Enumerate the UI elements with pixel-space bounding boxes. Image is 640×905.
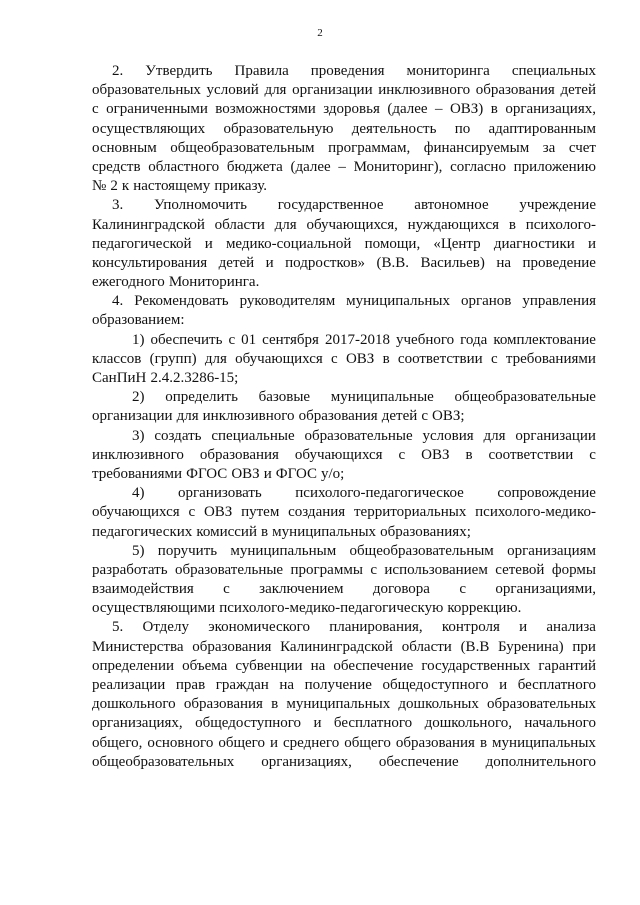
word: заключением <box>259 581 344 598</box>
word: и <box>204 235 213 252</box>
word: дошкольных <box>398 696 479 713</box>
text-line <box>92 714 596 733</box>
word: подростков» <box>285 254 366 271</box>
word: на <box>496 254 512 271</box>
word: и <box>587 235 596 252</box>
word: организациями, <box>495 581 596 598</box>
word: в <box>382 350 390 367</box>
word: с <box>228 331 236 348</box>
word: 2) <box>132 389 145 406</box>
word: для <box>483 427 506 444</box>
word: специальных <box>511 63 596 79</box>
word: Буренина) <box>498 638 564 655</box>
word: образовательных <box>487 696 596 713</box>
word: финансируемым <box>423 139 530 156</box>
word: программы <box>290 561 363 578</box>
word: основного <box>147 734 214 751</box>
word: экономического <box>208 619 310 636</box>
word: учебного <box>396 331 455 348</box>
word: (В.В <box>460 638 490 655</box>
word: Рекомендовать <box>134 293 229 310</box>
word: руководителям <box>239 293 336 310</box>
word: с <box>370 561 377 578</box>
word: субвенции <box>235 657 303 674</box>
word: образования <box>192 638 272 655</box>
word: (групп) <box>149 350 197 367</box>
word: комиссий <box>196 523 257 540</box>
word: консультирования <box>92 254 208 271</box>
word: образованием: <box>92 312 185 329</box>
word: муниципальных <box>272 523 377 540</box>
text-line <box>92 561 596 580</box>
text-line <box>92 676 596 695</box>
word: образования <box>475 82 555 99</box>
text-line <box>92 139 596 158</box>
text-line <box>92 292 596 311</box>
word: образования <box>395 734 475 751</box>
word: – <box>338 158 346 175</box>
word: условия <box>422 427 474 444</box>
word: с <box>331 350 338 367</box>
text-line <box>92 177 596 196</box>
word: реализации <box>92 677 166 693</box>
word: ФГОС <box>275 465 317 482</box>
word: Правила <box>234 63 289 79</box>
word: в <box>490 101 498 118</box>
word: приложению <box>513 158 596 175</box>
word: 1) <box>132 331 145 348</box>
word: психолого-педагогическое <box>295 485 464 502</box>
word: медико-социальной <box>225 235 352 252</box>
text-line <box>92 331 596 350</box>
text-line <box>92 216 596 235</box>
word: обеспечить <box>150 331 223 348</box>
word: (далее <box>387 101 428 118</box>
text-line <box>92 618 596 637</box>
text-line <box>92 120 596 139</box>
text-line <box>92 427 596 446</box>
word: нуждающихся <box>407 216 500 233</box>
word: объема <box>182 657 228 674</box>
word: муниципальных <box>286 696 391 713</box>
document-body <box>92 62 596 772</box>
word: осуществляющих <box>92 120 206 137</box>
word: ОВЗ; <box>432 408 465 425</box>
word: общего <box>344 734 391 751</box>
word: (далее <box>290 158 331 175</box>
word: бесплатного <box>333 715 413 732</box>
word: поручить <box>157 542 218 559</box>
word: обучающихся <box>235 350 323 367</box>
word: в <box>261 523 269 540</box>
text-line <box>92 599 596 618</box>
word: в <box>508 216 516 233</box>
word: Васильев) <box>420 254 485 271</box>
word: формы <box>551 561 596 578</box>
word: контроля <box>441 619 500 636</box>
word: и <box>519 619 528 636</box>
word: организации <box>515 427 596 444</box>
word: муниципальных <box>346 293 450 310</box>
word: обучающихся, <box>306 216 398 233</box>
word: общедоступного <box>382 677 489 693</box>
word: организации <box>292 82 373 99</box>
word: инклюзивного <box>92 446 184 463</box>
word: области <box>401 638 452 655</box>
word: и <box>263 465 272 482</box>
text-line <box>92 753 596 772</box>
word: «Центр <box>433 235 481 252</box>
word: организациях, <box>505 101 596 118</box>
word: создать <box>154 427 202 444</box>
word: инклюзивного <box>202 408 295 425</box>
word: 2.4.2.3286-15; <box>150 370 239 386</box>
text-line <box>92 734 596 753</box>
word: 2 <box>110 178 118 195</box>
word: ОВЗ <box>421 446 450 463</box>
word: специальные <box>211 427 295 444</box>
word: соответствии <box>488 446 574 463</box>
word: Отделу <box>142 619 189 636</box>
word: образования <box>183 696 263 713</box>
word: Мониторинга. <box>168 274 260 291</box>
word: в <box>465 446 473 463</box>
word: с <box>421 408 428 425</box>
word: (В.В. <box>376 254 410 271</box>
word: с <box>398 446 406 463</box>
word: – <box>435 101 443 118</box>
word: организациях, <box>261 753 352 770</box>
word: Калининградской <box>92 216 205 233</box>
word: государственных <box>421 657 531 674</box>
text-line <box>92 695 596 714</box>
word: 3) <box>132 427 145 444</box>
text-line <box>92 407 596 426</box>
word: средств <box>92 158 141 175</box>
word: государственное <box>277 197 384 214</box>
word: приказу. <box>214 178 267 195</box>
word: программам, <box>328 139 411 156</box>
word: разработать <box>92 561 168 578</box>
word: 5) <box>132 542 145 559</box>
word: обеспечение <box>333 657 414 674</box>
word: определении <box>92 657 175 674</box>
word: получение <box>304 677 372 693</box>
word: дошкольного <box>92 696 176 713</box>
word: образовательные <box>175 561 284 578</box>
word: счет <box>568 139 596 156</box>
word: с <box>223 581 230 598</box>
word: области <box>214 216 265 233</box>
word: проведение <box>522 254 596 271</box>
word: дошкольного, <box>424 715 512 732</box>
word: при <box>572 638 596 655</box>
word: граждан <box>215 677 269 693</box>
word: ОВЗ <box>231 465 260 482</box>
word: 2. <box>112 63 124 79</box>
word: прав <box>175 677 206 693</box>
word: в <box>271 696 279 713</box>
word: педагогических <box>92 523 193 540</box>
word: с <box>92 101 99 118</box>
word: детей <box>381 408 418 425</box>
word: обучающихся <box>92 504 180 521</box>
word: определить <box>165 389 238 406</box>
word: образовательные <box>304 427 413 444</box>
word: базовые <box>258 389 311 406</box>
word: помощи, <box>364 235 421 252</box>
text-line <box>92 235 596 254</box>
word: автономное <box>414 197 489 214</box>
word: СанПиН <box>92 370 147 386</box>
text-line <box>92 81 596 100</box>
word: и <box>269 734 278 751</box>
word: возможностями <box>215 101 316 118</box>
word: детей <box>218 254 255 271</box>
word: ОВЗ <box>345 350 375 367</box>
text-line <box>92 657 596 676</box>
word: анализа <box>546 619 596 636</box>
word: обеспечение <box>378 753 459 770</box>
word: путем <box>241 504 280 521</box>
word: общеобразовательным <box>170 139 315 156</box>
word: инклюзивного <box>378 82 471 99</box>
word: организациях, <box>92 715 183 732</box>
text-line <box>92 158 596 177</box>
word: ОВЗ <box>203 504 233 521</box>
word: организациям <box>507 542 596 559</box>
word: на <box>279 677 295 693</box>
word: настоящему <box>133 178 211 195</box>
word: ограниченными <box>106 101 208 118</box>
word: муниципальным <box>230 542 337 559</box>
word: Калининградской <box>280 638 393 655</box>
word: психолого-медико-педагогическую <box>219 600 444 617</box>
word: гарантий <box>538 657 596 674</box>
word: по <box>454 120 471 137</box>
word: к <box>121 178 130 195</box>
word: с <box>188 504 196 521</box>
word: сетевой <box>495 561 545 578</box>
text-line <box>92 311 596 330</box>
text-line <box>92 503 596 522</box>
word: 5. <box>112 619 124 636</box>
word: Министерства <box>92 638 184 655</box>
page-number: 2 <box>317 27 323 39</box>
word: образовательную <box>223 120 334 137</box>
word: общеобразовательных <box>92 753 235 770</box>
word: Мониторинг), <box>353 158 443 175</box>
word: классов <box>92 350 142 367</box>
word: взаимодействия <box>92 581 194 598</box>
word: муниципальных <box>492 734 596 751</box>
word: общеобразовательным <box>349 542 494 559</box>
word: и <box>265 254 274 271</box>
word: обучающихся <box>294 446 383 463</box>
word: 3. <box>112 197 124 214</box>
word: Уполномочить <box>154 197 247 214</box>
text-line <box>92 542 596 561</box>
text-line <box>92 446 596 465</box>
word: общего <box>218 734 265 751</box>
word: на <box>310 657 326 674</box>
word: сопровождение <box>497 485 596 502</box>
word: согласно <box>450 158 506 175</box>
word: договора <box>372 581 430 598</box>
word: образовательных <box>92 82 201 99</box>
word: в <box>479 734 488 751</box>
word: создания <box>288 504 346 521</box>
word: № <box>92 178 107 195</box>
text-line <box>92 100 596 119</box>
text-line <box>92 388 596 407</box>
word: диагностики <box>493 235 575 252</box>
word: для <box>204 350 227 367</box>
word: начального <box>524 715 596 732</box>
word: ежегодного <box>92 274 165 291</box>
word: требованиями <box>92 465 183 482</box>
text-line <box>92 638 596 657</box>
word: коррекцию. <box>447 600 522 617</box>
word: общего, <box>92 734 143 751</box>
word: 01 <box>241 331 257 348</box>
word: территориальных <box>353 504 467 521</box>
word: за <box>542 139 556 156</box>
word: управления <box>522 293 596 310</box>
text-line <box>92 196 596 215</box>
word: здоровья <box>323 101 380 118</box>
text-line <box>92 273 596 292</box>
word: с <box>490 350 498 367</box>
word: организовать <box>178 485 262 502</box>
text-line <box>92 580 596 599</box>
text-line <box>92 369 596 388</box>
word: бесплатного <box>517 677 596 693</box>
word: учреждение <box>519 197 596 214</box>
word: деятельность <box>351 120 437 137</box>
word: 4. <box>112 293 124 310</box>
word: требованиями <box>505 350 596 367</box>
word: психолого-медико- <box>475 504 596 521</box>
word: адаптированным <box>488 120 596 137</box>
word: организации <box>92 408 173 425</box>
word: осуществляющими <box>92 600 216 617</box>
word: с <box>459 581 466 598</box>
text-line <box>92 523 596 542</box>
word: комплектование <box>493 331 596 348</box>
word: ОВЗ) <box>449 101 484 118</box>
word: основным <box>92 139 157 156</box>
word: мониторинга <box>406 63 490 79</box>
word: для <box>264 82 287 99</box>
word: областного <box>148 158 220 175</box>
word: бюджета <box>226 158 283 175</box>
text-line <box>92 62 596 81</box>
word: условий <box>206 82 259 99</box>
word: образования <box>199 446 279 463</box>
word: и <box>313 715 322 732</box>
word: ФГОС <box>186 465 228 482</box>
text-line <box>92 350 596 369</box>
word: для <box>274 216 297 233</box>
word: сентября <box>262 331 319 348</box>
word: дополнительного <box>485 753 596 770</box>
word: образования <box>298 408 378 425</box>
word: психолого- <box>525 216 596 233</box>
word: планирования, <box>329 619 423 636</box>
word: 2017-2018 <box>324 331 390 348</box>
word: образованиях; <box>380 523 471 540</box>
word: общедоступного <box>195 715 302 732</box>
word: использованием <box>384 561 488 578</box>
text-line <box>92 484 596 503</box>
word: среднего <box>282 734 340 751</box>
text-line <box>92 465 596 484</box>
word: соответствии <box>397 350 483 367</box>
word: года <box>460 331 488 348</box>
word: детей <box>560 82 596 99</box>
word: 4) <box>132 485 145 502</box>
word: для <box>176 408 199 425</box>
word: с <box>589 446 596 463</box>
word: муниципальные <box>330 389 434 406</box>
word: педагогической <box>92 235 192 252</box>
text-line <box>92 254 596 273</box>
word: Утвердить <box>145 63 213 79</box>
word: проведения <box>310 63 385 79</box>
word: органов <box>460 293 512 310</box>
word: у/о; <box>321 465 345 482</box>
word: и <box>499 677 508 693</box>
word: общеобразовательные <box>454 389 596 406</box>
